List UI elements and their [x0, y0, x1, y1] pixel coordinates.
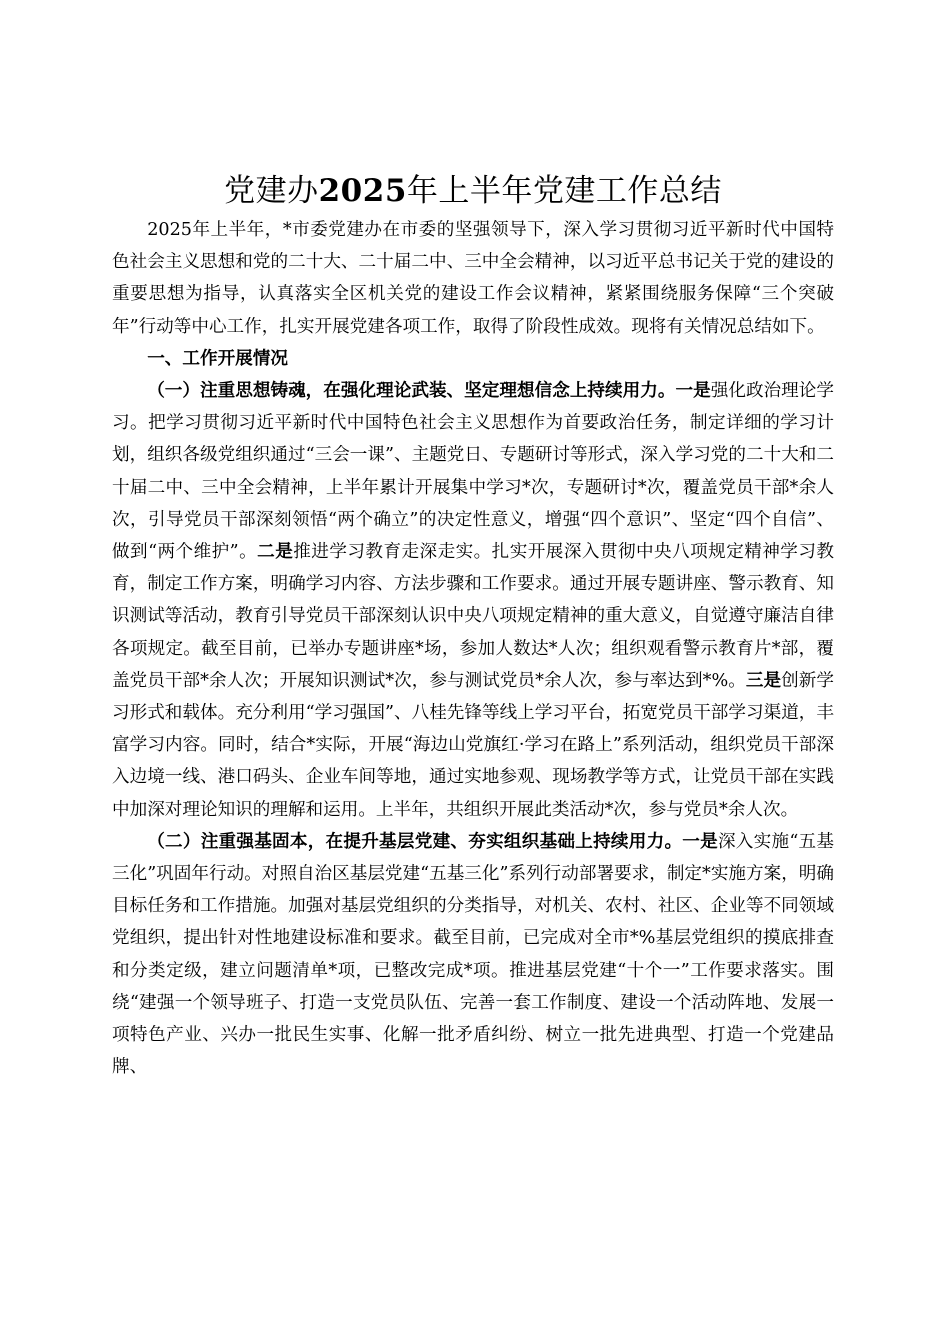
title-year: 2025 [318, 173, 407, 209]
subsection-1-paragraph [112, 375, 834, 826]
subsection-1-heading: （一）注重思想铸魂，在强化理论武装、坚定理想信念上持续用力。 [147, 380, 676, 402]
point-marker: 一是 [682, 830, 718, 852]
point-text: 强化政治理论学习。把学习贯彻习近平新时代中国特色社会主义思想作为首要政治任务，制定详细的学习计划，组织各级党组织通过“三会一课”、主题党日、专题研讨等形式，深入学习党的二十大和二十届二中、三中全会精神，上半年累计开展集中学习*次，专题研讨*次，覆盖党员干部*余人次，引导党员干部深刻领悟“两个确立”的决定性意义，增强“四个意识”、坚定“四个自信”、做到“两个维护”。 [112, 381, 834, 563]
point-marker: 一是 [675, 380, 711, 402]
title-suffix: 年上半年党建工作总结 [406, 173, 722, 209]
point-text: 推进学习教育走深走实。扎实开展深入贯彻中央八项规定精神学习教育，制定工作方案，明确学习内容、方法步骤和工作要求。通过开展专题讲座、警示教育、知识测试等活动，教育引导党员干部深刻认识中央八项规定精神的重大意义，自觉遵守廉洁自律各项规定。截至目前，已举办专题讲座*场，参加人数达*人次；组织观看警示教育片*部，覆盖党员干部*余人次；开展知识测试*次，参与测试党员*余人次，参与率达到*%。 [112, 542, 834, 691]
point-marker: 三是 [745, 669, 782, 691]
subsection-2-paragraph [112, 826, 834, 1084]
point-text: 创新学习形式和载体。充分利用“学习强国”、八桂先锋等线上学习平台，拓宽党员干部学习渠道，丰富学习内容。同时，结合*实际，开展“海边山党旗红·学习在路上”系列活动，组织党员干部深入边境一线、港口码头、企业车间等地，通过实地参观、现场教学等方式，让党员干部在实践中加深对理论知识的理解和运用。上半年，共组织开展此类活动*次，参与党员*余人次。 [112, 670, 834, 820]
point-marker: 二是 [257, 541, 294, 563]
point-text: 深入实施“五基三化”巩固年行动。对照自治区基层党建“五基三化”系列行动部署要求，制定*实施方案，明确目标任务和工作措施。加强对基层党组织的分类指导，对机关、农村、社区、企业等不同领域党组织，提出针对性地建设标准和要求。截至目前，已完成对全市*%基层党组织的摸底排查和分类定级，建立问题清单*项，已整改完成*项。推进基层党建“十个一”工作要求落实。围绕“建强一个领导班子、打造一支党员队伍、完善一套工作制度、建设一个活动阵地、发展一项特色产业、兴办一批民生实事、化解一批矛盾纠纷、树立一批先进典型、打造一个党建品牌、 [112, 831, 834, 1078]
section-heading-1: 一、工作开展情况 [147, 347, 288, 369]
document-title [112, 168, 834, 214]
title-prefix: 党建办 [224, 173, 319, 209]
intro-paragraph: 2025年上半年，*市委党建办在市委的坚强领导下，深入学习贯彻习近平新时代中国特色社会主义思想和党的二十大、二十届二中、三中全会精神，以习近平总书记关于党的建设的重要思想为指导，认真落实全区机关党的建设工作会议精神，紧紧围绕服务保障“三个突破年”行动等中心工作，扎实开展党建各项工作，取得了阶段性成效。现将有关情况总结如下。 [112, 220, 834, 337]
document-page [112, 168, 834, 1083]
subsection-2-heading: （二）注重强基固本，在提升基层党建、夯实组织基础上持续用力。 [147, 830, 683, 852]
